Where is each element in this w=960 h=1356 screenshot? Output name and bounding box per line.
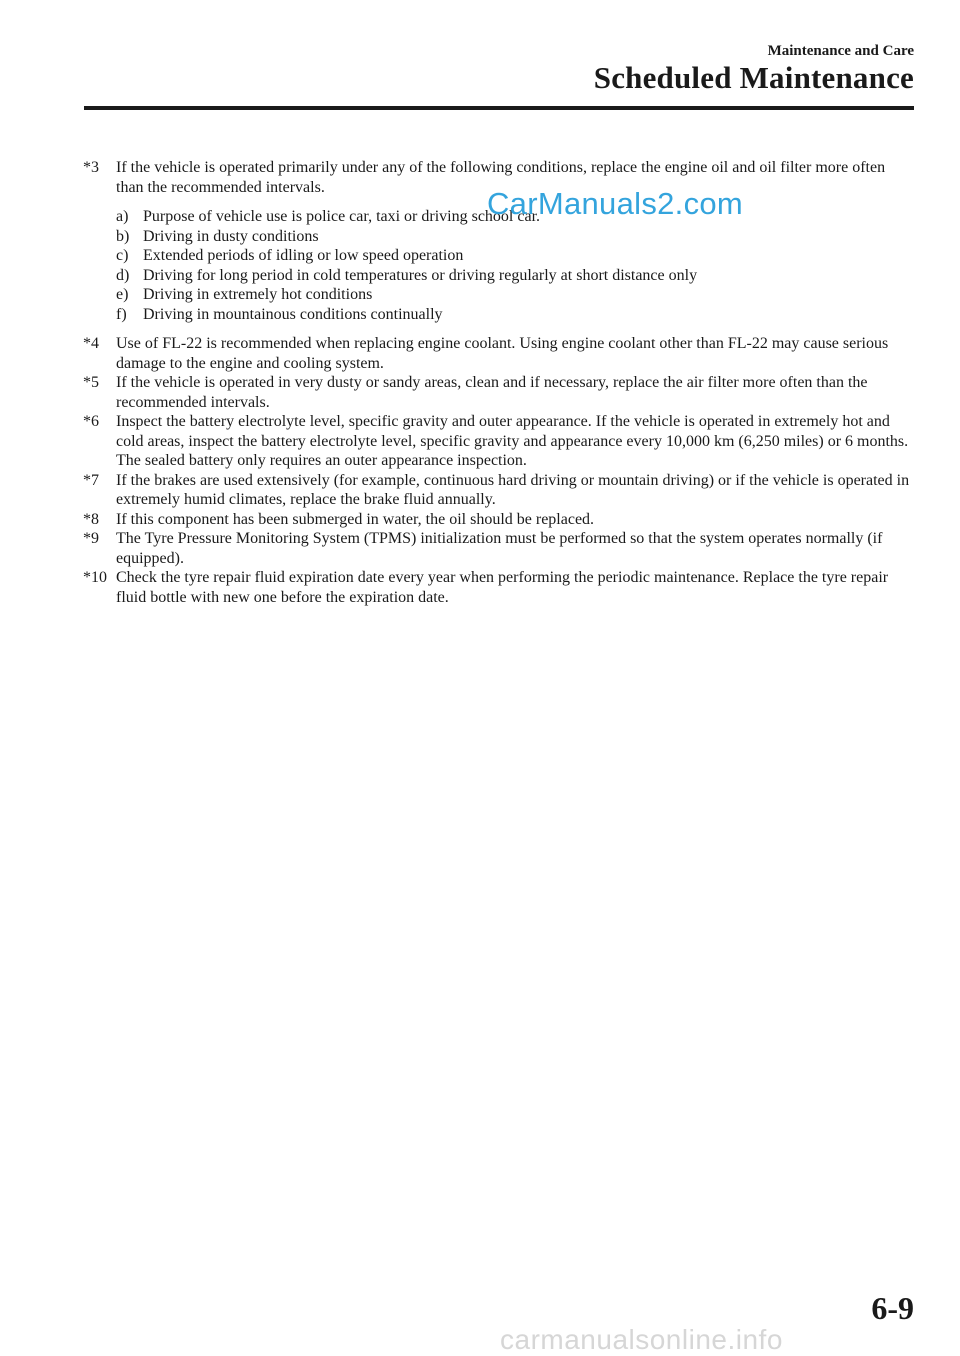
page-title: Scheduled Maintenance [593,60,914,95]
note-marker: *7 [83,471,99,489]
condition-text: Driving in extremely hot conditions [143,286,373,303]
condition-text: Driving in mountainous conditions continually [143,305,443,323]
note-5 [83,373,913,412]
condition-text: Driving in dusty conditions [143,227,319,245]
condition-letter: f) [116,305,127,323]
note-6 [83,412,913,471]
condition-letter: c) [116,247,129,264]
note-marker: *5 [83,374,99,391]
note-text: If the brakes are used extensively (for example, continuous hard driving or mountain driving) or if the vehicle is operated in extremely humid climates, replace the brake fluid annually. [116,471,910,508]
note-9 [83,529,913,568]
condition-letter: e) [116,286,129,303]
note-marker: *10 [83,569,107,586]
note-text: If this component has been submerged in water, the oil should be replaced. [116,510,595,528]
notes-list [83,158,913,607]
note-marker: *9 [83,530,99,547]
note-10 [83,568,913,607]
header-divider [84,106,914,110]
note-text: If the vehicle is operated primarily under any of the following conditions, replace the engine oil and oil filter more often than the recommended intervals. [116,159,886,196]
note-marker: *4 [83,335,99,352]
condition-letter: a) [116,208,129,225]
condition-item [116,266,913,286]
note-8 [83,510,913,530]
page-number: 6-9 [871,1290,914,1326]
condition-list [116,207,913,324]
note-marker: *8 [83,510,99,528]
note-text: Check the tyre repair fluid expiration date every year when performing the periodic maintenance. Replace the tyre repair fluid bottle with new one before the expiration date. [116,569,889,606]
note-text: The Tyre Pressure Monitoring System (TPMS) initialization must be performed so that the system operates normally (if equipped). [116,530,883,567]
note-7 [83,471,913,510]
footer-watermark: carmanualsonline.info [500,1324,783,1354]
condition-item [116,305,913,325]
note-text: If the vehicle is operated in very dusty or sandy areas, clean and if necessary, replace the air filter more often than the recommended intervals. [116,374,868,411]
condition-text: Extended periods of idling or low speed operation [143,247,464,264]
condition-text: Driving for long period in cold temperatures or driving regularly at short distance only [143,266,698,284]
note-text: Use of FL-22 is recommended when replacing engine coolant. Using engine coolant other than FL-22 may cause serious damage to the engine and cooling system. [116,335,889,372]
watermark-logo: CarManuals2.com [487,186,744,221]
condition-text: Purpose of vehicle use is police car, taxi or driving school car. [143,208,541,225]
section-label: Maintenance and Care [767,43,914,59]
page-header [594,42,914,96]
condition-letter: d) [116,266,130,284]
condition-item [116,227,913,247]
note-4 [83,334,913,373]
note-text: Inspect the battery electrolyte level, specific gravity and outer appearance. If the vehicle is operated in extremely hot and cold areas, inspect the battery electrolyte level, specific gravity and appearance every 10,000 km (6,250 miles) or 6 months. The sealed battery only requires an outer appearance inspection. [116,413,909,469]
condition-item [116,285,913,305]
condition-item [116,246,913,266]
note-marker: *3 [83,159,99,176]
note-marker: *6 [83,413,99,430]
condition-letter: b) [116,227,130,245]
